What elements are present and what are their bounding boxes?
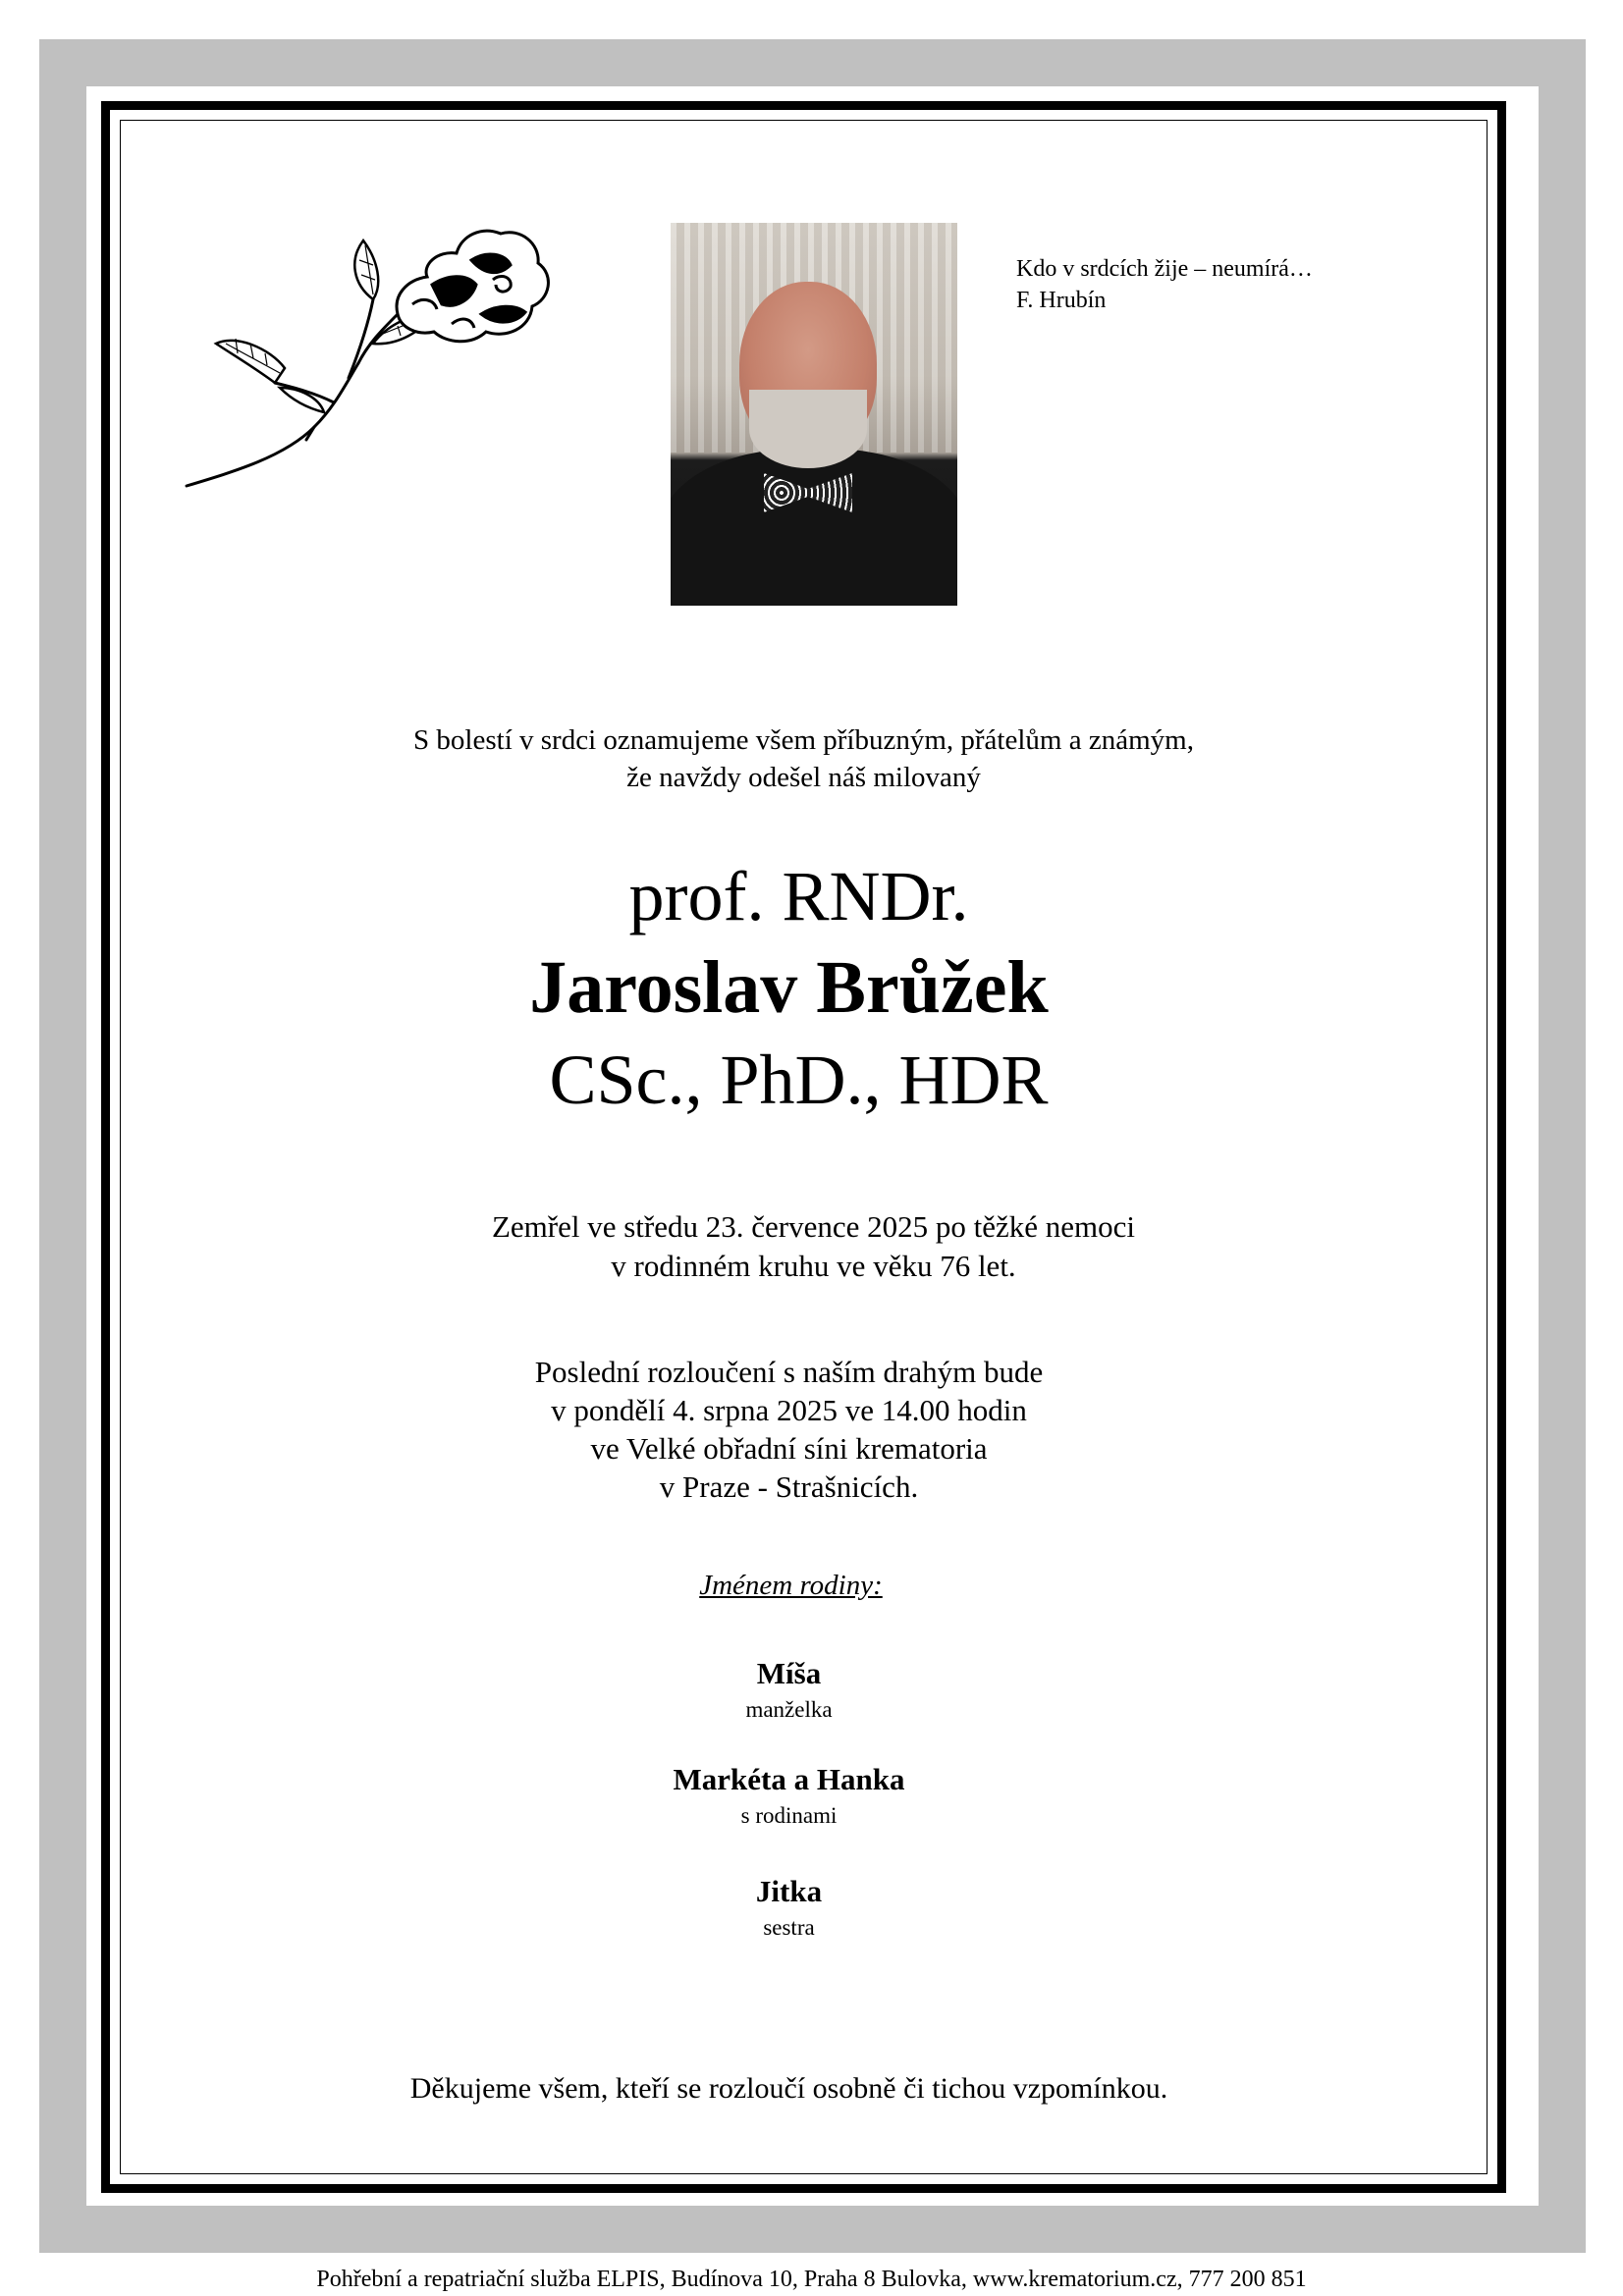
farewell-line-2: v pondělí 4. srpna 2025 ve 14.00 hodin: [551, 1393, 1027, 1427]
family-heading: Jménem rodiny:: [699, 1570, 883, 1601]
farewell-line-4: v Praze - Strašnicích.: [659, 1469, 919, 1504]
farewell-line-1: Poslední rozloučení s naším drahým bude: [534, 1355, 1044, 1389]
quote-text: Kdo v srdcích žije – neumírá…: [1016, 256, 1313, 282]
family-member-role: sestra: [763, 1915, 815, 1940]
family-member-name: Markéta a Hanka: [673, 1762, 905, 1796]
death-line-1: Zemřel ve středu 23. července 2025 po těžké nemoci: [491, 1209, 1136, 1244]
family-member-name: Míša: [756, 1656, 822, 1690]
portrait-photo: [671, 223, 957, 606]
family-member-role: s rodinami: [740, 1803, 838, 1828]
farewell-info: [86, 1353, 1491, 1506]
intro-line-1: S bolestí v srdci oznamujeme všem příbuzným, přátelům a známým,: [413, 724, 1194, 756]
thanks-message: Děkujeme všem, kteří se rozloučí osobně či tichou vzpomínkou.: [409, 2072, 1168, 2105]
farewell-line-3: ve Velké obřadní síni krematoria: [590, 1431, 988, 1466]
announcement-intro: [101, 721, 1506, 796]
footer-funeral-service: Pohřební a repatriační služba ELPIS, Budínova 10, Praha 8 Bulovka, www.krematorium.cz, 777 200 851: [316, 2267, 1307, 2292]
family-member-name: Jitka: [755, 1874, 823, 1908]
title-suffix: CSc., PhD., HDR: [549, 1041, 1049, 1119]
death-notice: [111, 1207, 1516, 1286]
quote: [1016, 253, 1313, 316]
quote-author: F. Hrubín: [1016, 288, 1107, 313]
rose-icon: [177, 206, 560, 501]
death-line-2: v rodinném kruhu ve věku 76 let.: [611, 1249, 1016, 1283]
intro-line-2: že navždy odešel náš milovaný: [626, 762, 981, 793]
deceased-name: Jaroslav Brůžek: [529, 946, 1049, 1029]
title-prefix: prof. RNDr.: [628, 857, 969, 935]
family-member-role: manželka: [745, 1697, 833, 1722]
